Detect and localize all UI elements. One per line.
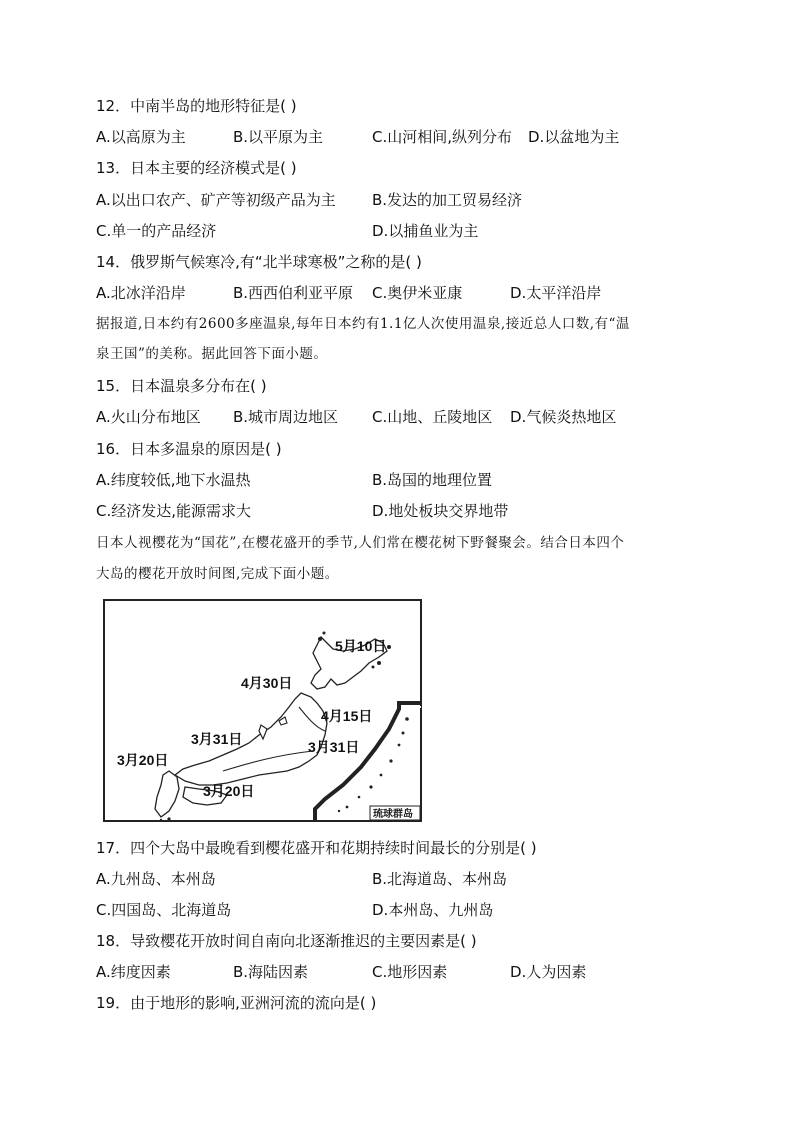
- question-15: 15．日本温泉多分布在( ): [96, 377, 267, 395]
- japan-sakura-map: [103, 599, 422, 822]
- option-14-a: A.北冰洋沿岸: [96, 284, 186, 302]
- option-16-c: C.经济发达,能源需求大: [96, 502, 252, 520]
- option-15-c: C.山地、丘陵地区: [372, 408, 493, 426]
- question-14: 14．俄罗斯气候寒冷,有“北半球寒极”之称的是( ): [96, 253, 422, 271]
- option-15-d: D.气候炎热地区: [510, 408, 617, 426]
- question-19: 19．由于地形的影响,亚洲河流的流向是( ): [96, 994, 377, 1012]
- option-18-b: B.海陆因素: [233, 963, 309, 981]
- option-18-c: C.地形因素: [372, 963, 448, 981]
- option-12-a: A.以高原为主: [96, 128, 186, 146]
- question-16: 16．日本多温泉的原因是( ): [96, 440, 282, 458]
- option-13-b: B.发达的加工贸易经济: [372, 191, 523, 209]
- option-16-d: D.地处板块交界地带: [372, 502, 509, 520]
- passage-onsen-line-1: 据报道,日本约有2600多座温泉,每年日本约有1.1亿人次使用温泉,接近总人口数,有“温: [96, 316, 630, 332]
- question-12: 12．中南半岛的地形特征是( ): [96, 97, 297, 115]
- option-17-a: A.九州岛、本州岛: [96, 870, 216, 888]
- passage-sakura-line-1: 日本人视樱花为“国花”,在樱花盛开的季节,人们常在樱花树下野餐聚会。结合日本四个: [96, 535, 625, 551]
- option-17-d: D.本州岛、九州岛: [372, 901, 494, 919]
- ryukyu-island-dot: [405, 717, 409, 721]
- option-12-b: B.以平原为主: [233, 128, 324, 146]
- map-frame: [104, 600, 421, 821]
- option-14-b: B.西西伯利亚平原: [233, 284, 354, 302]
- option-12-c: C.山河相间,纵列分布: [372, 128, 513, 146]
- label-ryukyu-islands: 琉球群岛: [373, 809, 413, 820]
- label-may-10: 5月10日: [335, 638, 387, 654]
- passage-sakura-line-2: 大岛的樱花开放时间图,完成下面小题。: [96, 566, 339, 582]
- label-march-20-west: 3月20日: [117, 752, 169, 768]
- option-16-b: B.岛国的地理位置: [372, 471, 493, 489]
- question-17: 17．四个大岛中最晚看到樱花盛开和花期持续时间最长的分别是( ): [96, 839, 537, 857]
- option-15-a: A.火山分布地区: [96, 408, 201, 426]
- option-13-c: C.单一的产品经济: [96, 222, 217, 240]
- label-march-31-west: 3月31日: [191, 731, 243, 747]
- option-15-b: B.城市周边地区: [233, 408, 339, 426]
- option-17-b: B.北海道岛、本州岛: [372, 870, 508, 888]
- option-18-a: A.纬度因素: [96, 963, 171, 981]
- question-18: 18．导致樱花开放时间自南向北逐渐推迟的主要因素是( ): [96, 932, 477, 950]
- label-march-20-south: 3月20日: [203, 783, 255, 799]
- option-13-d: D.以捕鱼业为主: [372, 222, 479, 240]
- passage-onsen-line-2: 泉王国”的美称。据此回答下面小题。: [96, 346, 328, 362]
- option-13-a: A.以出口农产、矿产等初级产品为主: [96, 191, 336, 209]
- option-16-a: A.纬度较低,地下水温热: [96, 471, 251, 489]
- option-14-c: C.奥伊米亚康: [372, 284, 463, 302]
- label-march-31-east: 3月31日: [308, 739, 360, 755]
- label-april-15: 4月15日: [321, 708, 373, 724]
- question-13: 13．日本主要的经济模式是( ): [96, 159, 297, 177]
- option-18-d: D.人为因素: [510, 963, 587, 981]
- label-april-30: 4月30日: [241, 675, 293, 691]
- option-17-c: C.四国岛、北海道岛: [96, 901, 232, 919]
- option-12-d: D.以盆地为主: [528, 128, 620, 146]
- option-14-d: D.太平洋沿岸: [510, 284, 602, 302]
